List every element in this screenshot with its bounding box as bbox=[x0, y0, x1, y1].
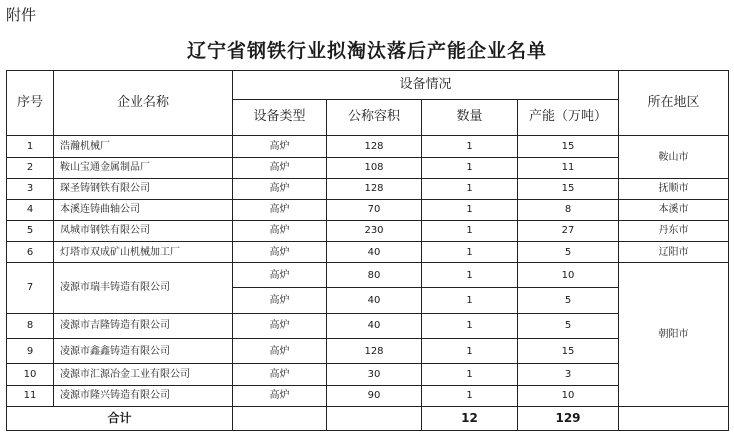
cell-company: 凌源市鑫鑫铸造有限公司 bbox=[54, 339, 233, 364]
cell-qty: 1 bbox=[422, 385, 518, 406]
header-quantity: 数量 bbox=[422, 99, 518, 136]
header-seq: 序号 bbox=[7, 71, 54, 136]
header-equipment-type: 设备类型 bbox=[233, 99, 327, 136]
cell-qty: 1 bbox=[422, 157, 518, 178]
table-row bbox=[7, 199, 729, 220]
document-title: 辽宁省钢铁行业拟淘汰落后产能企业名单 bbox=[186, 40, 547, 62]
cell-seq: 2 bbox=[7, 157, 54, 178]
cell-company: 凌源市瑞丰铸造有限公司 bbox=[54, 263, 233, 314]
cell-qty: 1 bbox=[422, 241, 518, 262]
cell-volume: 128 bbox=[327, 339, 422, 364]
total-row bbox=[7, 406, 729, 430]
cell-company: 凌源市吉隆铸造有限公司 bbox=[54, 313, 233, 338]
cell-output: 15 bbox=[518, 178, 619, 199]
cell-type: 高炉 bbox=[233, 339, 327, 364]
cell-type: 高炉 bbox=[233, 288, 327, 313]
cell-qty: 1 bbox=[422, 263, 518, 288]
cell-type: 高炉 bbox=[233, 220, 327, 241]
cell-qty: 1 bbox=[422, 178, 518, 199]
cell-company: 凤城市钢铁有限公司 bbox=[54, 220, 233, 241]
cell-volume: 80 bbox=[327, 263, 422, 288]
cell-volume: 40 bbox=[327, 241, 422, 262]
table-row bbox=[7, 241, 729, 262]
cell-company: 灯塔市双成矿山机械加工厂 bbox=[54, 241, 233, 262]
cell-seq: 6 bbox=[7, 241, 54, 262]
cell-seq: 9 bbox=[7, 339, 54, 364]
cell-qty: 1 bbox=[422, 136, 518, 157]
table-row bbox=[7, 178, 729, 199]
cell-company: 浩瀚机械厂 bbox=[54, 136, 233, 157]
cell-type: 高炉 bbox=[233, 136, 327, 157]
header-location: 所在地区 bbox=[619, 71, 729, 136]
cell-output: 5 bbox=[518, 241, 619, 262]
total-label: 合计 bbox=[7, 406, 233, 430]
cell-company: 本溪连铸曲轴公司 bbox=[54, 199, 233, 220]
cell-output: 8 bbox=[518, 199, 619, 220]
cell-qty: 1 bbox=[422, 199, 518, 220]
cell-type: 高炉 bbox=[233, 364, 327, 385]
cell-output: 10 bbox=[518, 385, 619, 406]
cell-location: 丹东市 bbox=[619, 220, 729, 241]
cell-location: 本溪市 bbox=[619, 199, 729, 220]
cell-output: 11 bbox=[518, 157, 619, 178]
cell-seq: 11 bbox=[7, 385, 54, 406]
total-volume-empty bbox=[327, 406, 422, 430]
cell-seq: 3 bbox=[7, 178, 54, 199]
cell-type: 高炉 bbox=[233, 157, 327, 178]
cell-location: 鞍山市 bbox=[619, 136, 729, 178]
cell-qty: 1 bbox=[422, 288, 518, 313]
cell-seq: 4 bbox=[7, 199, 54, 220]
cell-type: 高炉 bbox=[233, 385, 327, 406]
header-capacity-volume: 公称容积 bbox=[327, 99, 422, 136]
cell-type: 高炉 bbox=[233, 241, 327, 262]
cell-type: 高炉 bbox=[233, 313, 327, 338]
table-row bbox=[7, 220, 729, 241]
enterprise-table bbox=[6, 70, 729, 431]
cell-volume: 90 bbox=[327, 385, 422, 406]
cell-type: 高炉 bbox=[233, 178, 327, 199]
total-location-empty bbox=[619, 406, 729, 430]
cell-type: 高炉 bbox=[233, 199, 327, 220]
header-company: 企业名称 bbox=[54, 71, 233, 136]
cell-volume: 70 bbox=[327, 199, 422, 220]
cell-qty: 1 bbox=[422, 364, 518, 385]
table-row bbox=[7, 136, 729, 157]
cell-type: 高炉 bbox=[233, 263, 327, 288]
cell-volume: 230 bbox=[327, 220, 422, 241]
cell-company: 琛圣铸钢铁有限公司 bbox=[54, 178, 233, 199]
attachment-label: 附件 bbox=[6, 6, 37, 24]
cell-output: 5 bbox=[518, 288, 619, 313]
cell-seq: 8 bbox=[7, 313, 54, 338]
cell-seq: 5 bbox=[7, 220, 54, 241]
cell-company: 凌源市汇源冶金工业有限公司 bbox=[54, 364, 233, 385]
total-qty: 12 bbox=[422, 406, 518, 430]
cell-volume: 30 bbox=[327, 364, 422, 385]
cell-seq: 1 bbox=[7, 136, 54, 157]
cell-company: 鞍山宝通金属制品厂 bbox=[54, 157, 233, 178]
table-row bbox=[7, 263, 729, 288]
cell-qty: 1 bbox=[422, 220, 518, 241]
cell-company: 凌源市隆兴铸造有限公司 bbox=[54, 385, 233, 406]
cell-volume: 40 bbox=[327, 288, 422, 313]
total-type-empty bbox=[233, 406, 327, 430]
cell-output: 27 bbox=[518, 220, 619, 241]
total-output: 129 bbox=[518, 406, 619, 430]
cell-seq: 7 bbox=[7, 263, 54, 314]
cell-output: 10 bbox=[518, 263, 619, 288]
cell-output: 3 bbox=[518, 364, 619, 385]
cell-qty: 1 bbox=[422, 339, 518, 364]
cell-volume: 108 bbox=[327, 157, 422, 178]
cell-seq: 10 bbox=[7, 364, 54, 385]
cell-location: 朝阳市 bbox=[619, 263, 729, 407]
cell-qty: 1 bbox=[422, 313, 518, 338]
cell-location: 抚顺市 bbox=[619, 178, 729, 199]
cell-output: 15 bbox=[518, 339, 619, 364]
cell-volume: 128 bbox=[327, 178, 422, 199]
header-equipment-group: 设备情况 bbox=[233, 71, 619, 100]
cell-output: 15 bbox=[518, 136, 619, 157]
cell-volume: 40 bbox=[327, 313, 422, 338]
cell-volume: 128 bbox=[327, 136, 422, 157]
cell-location: 辽阳市 bbox=[619, 241, 729, 262]
cell-output: 5 bbox=[518, 313, 619, 338]
header-output: 产能（万吨） bbox=[518, 99, 619, 136]
header-row-1 bbox=[7, 71, 729, 100]
